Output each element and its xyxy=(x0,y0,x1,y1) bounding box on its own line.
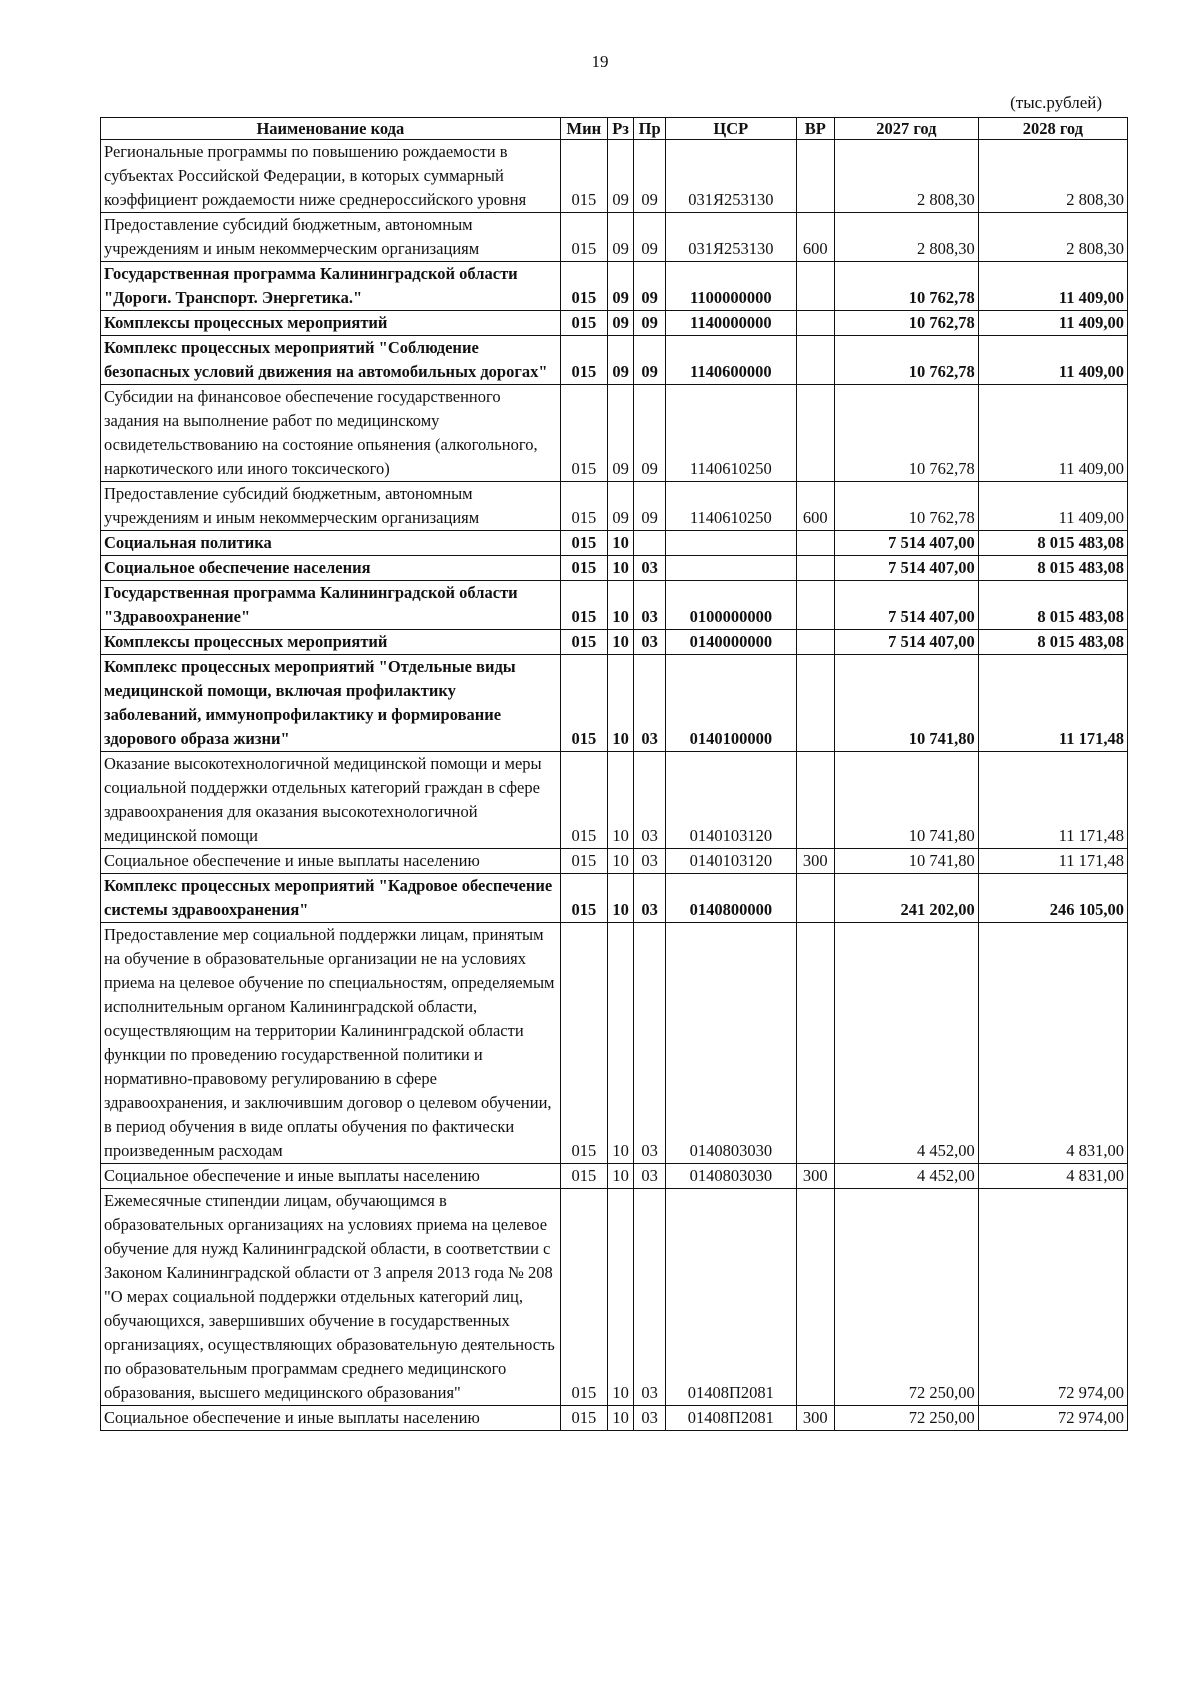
cell-name: Социальное обеспечение и иные выплаты населению xyxy=(101,1406,561,1431)
budget-table xyxy=(100,117,1128,1431)
table-row xyxy=(101,849,1128,874)
cell-min: 015 xyxy=(560,849,607,874)
cell-csr: 0140103120 xyxy=(666,752,797,849)
cell-min: 015 xyxy=(560,336,607,385)
cell-min: 015 xyxy=(560,874,607,923)
cell-vr xyxy=(796,140,834,213)
cell-name: Государственная программа Калининградской области "Здравоохранение" xyxy=(101,581,561,630)
cell-rz: 09 xyxy=(607,385,633,482)
cell-csr: 1140610250 xyxy=(666,482,797,531)
cell-csr: 0140100000 xyxy=(666,655,797,752)
cell-vr xyxy=(796,556,834,581)
page-number: 19 xyxy=(591,52,609,71)
cell-2027: 10 741,80 xyxy=(835,849,979,874)
table-row xyxy=(101,1189,1128,1406)
cell-vr xyxy=(796,581,834,630)
cell-rz: 10 xyxy=(607,581,633,630)
cell-2027: 10 741,80 xyxy=(835,655,979,752)
cell-pr: 09 xyxy=(634,336,666,385)
cell-vr: 300 xyxy=(796,849,834,874)
cell-csr: 0140800000 xyxy=(666,874,797,923)
cell-2028: 8 015 483,08 xyxy=(978,556,1127,581)
cell-rz: 10 xyxy=(607,655,633,752)
header-rz: Рз xyxy=(607,118,633,140)
cell-csr xyxy=(666,531,797,556)
cell-2027: 241 202,00 xyxy=(835,874,979,923)
cell-min: 015 xyxy=(560,923,607,1164)
cell-2028: 246 105,00 xyxy=(978,874,1127,923)
cell-rz: 10 xyxy=(607,531,633,556)
cell-2027: 7 514 407,00 xyxy=(835,531,979,556)
table-row xyxy=(101,752,1128,849)
cell-pr xyxy=(634,531,666,556)
cell-vr: 600 xyxy=(796,213,834,262)
cell-name: Комплекс процессных мероприятий "Отдельные виды медицинской помощи, включая профилактику заболеваний, иммунопрофилактику и формирование здорового образа жизни" xyxy=(101,655,561,752)
header-csr: ЦСР xyxy=(666,118,797,140)
table-row xyxy=(101,482,1128,531)
cell-min: 015 xyxy=(560,213,607,262)
cell-pr: 03 xyxy=(634,655,666,752)
cell-rz: 10 xyxy=(607,874,633,923)
cell-pr: 03 xyxy=(634,1164,666,1189)
cell-name: Субсидии на финансовое обеспечение государственного задания на выполнение работ по медицинскому освидетельствованию на состояние опьянения (алкогольного, наркотического или иного токсического) xyxy=(101,385,561,482)
cell-rz: 10 xyxy=(607,1189,633,1406)
cell-rz: 10 xyxy=(607,849,633,874)
cell-pr: 09 xyxy=(634,385,666,482)
cell-rz: 09 xyxy=(607,336,633,385)
cell-min: 015 xyxy=(560,311,607,336)
table-row xyxy=(101,336,1128,385)
cell-2028: 11 409,00 xyxy=(978,262,1127,311)
cell-2027: 10 762,78 xyxy=(835,482,979,531)
cell-csr xyxy=(666,556,797,581)
cell-2028: 11 409,00 xyxy=(978,385,1127,482)
table-row xyxy=(101,556,1128,581)
cell-name: Комплекс процессных мероприятий "Кадровое обеспечение системы здравоохранения" xyxy=(101,874,561,923)
cell-min: 015 xyxy=(560,1189,607,1406)
cell-2027: 10 762,78 xyxy=(835,311,979,336)
header-pr: Пр xyxy=(634,118,666,140)
cell-vr xyxy=(796,655,834,752)
cell-rz: 09 xyxy=(607,311,633,336)
cell-name: Предоставление мер социальной поддержки лицам, принятым на обучение в образовательные организации не на условиях приема на целевое обучение по специальностям, определяемым исполнительным органом Калининградской области, осуществляющим на территории Калининградской области функции по проведению государственной политики и нормативно-правовому регулированию в сфере здравоохранения, и заключившим договор о целевом обучении, в период обучения в виде оплаты обучения по фактически произведенным расходам xyxy=(101,923,561,1164)
cell-vr xyxy=(796,311,834,336)
cell-vr xyxy=(796,1189,834,1406)
cell-2028: 11 409,00 xyxy=(978,482,1127,531)
cell-csr: 1140600000 xyxy=(666,336,797,385)
cell-2028: 72 974,00 xyxy=(978,1406,1127,1431)
cell-csr: 01408П2081 xyxy=(666,1189,797,1406)
cell-csr: 01408П2081 xyxy=(666,1406,797,1431)
cell-2028: 72 974,00 xyxy=(978,1189,1127,1406)
cell-pr: 03 xyxy=(634,1406,666,1431)
cell-rz: 09 xyxy=(607,482,633,531)
cell-vr: 300 xyxy=(796,1406,834,1431)
cell-rz: 09 xyxy=(607,213,633,262)
cell-csr: 0140803030 xyxy=(666,1164,797,1189)
table-row xyxy=(101,923,1128,1164)
table-row xyxy=(101,655,1128,752)
cell-csr: 031Я253130 xyxy=(666,140,797,213)
cell-2027: 72 250,00 xyxy=(835,1406,979,1431)
table-row xyxy=(101,630,1128,655)
cell-csr: 1140610250 xyxy=(666,385,797,482)
cell-min: 015 xyxy=(560,581,607,630)
cell-2027: 10 762,78 xyxy=(835,385,979,482)
cell-pr: 09 xyxy=(634,482,666,531)
cell-vr xyxy=(796,336,834,385)
cell-pr: 03 xyxy=(634,874,666,923)
table-row xyxy=(101,531,1128,556)
cell-vr: 600 xyxy=(796,482,834,531)
cell-rz: 10 xyxy=(607,752,633,849)
header-2027: 2027 год xyxy=(835,118,979,140)
cell-min: 015 xyxy=(560,1164,607,1189)
table-row xyxy=(101,874,1128,923)
cell-2027: 4 452,00 xyxy=(835,923,979,1164)
table-row xyxy=(101,385,1128,482)
cell-pr: 03 xyxy=(634,752,666,849)
cell-name: Предоставление субсидий бюджетным, автономным учреждениям и иным некоммерческим организациям xyxy=(101,482,561,531)
table-row xyxy=(101,311,1128,336)
cell-rz: 10 xyxy=(607,630,633,655)
cell-name: Социальная политика xyxy=(101,531,561,556)
table-row xyxy=(101,581,1128,630)
cell-vr: 300 xyxy=(796,1164,834,1189)
cell-csr: 0140000000 xyxy=(666,630,797,655)
cell-rz: 10 xyxy=(607,1164,633,1189)
cell-rz: 10 xyxy=(607,923,633,1164)
cell-min: 015 xyxy=(560,385,607,482)
cell-vr xyxy=(796,531,834,556)
table-body xyxy=(101,140,1128,1431)
cell-min: 015 xyxy=(560,1406,607,1431)
cell-pr: 03 xyxy=(634,923,666,1164)
cell-min: 015 xyxy=(560,752,607,849)
cell-name: Оказание высокотехнологичной медицинской помощи и меры социальной поддержки отдельных категорий граждан в сфере здравоохранения для оказания высокотехнологичной медицинской помощи xyxy=(101,752,561,849)
cell-vr xyxy=(796,874,834,923)
cell-2028: 8 015 483,08 xyxy=(978,581,1127,630)
cell-pr: 09 xyxy=(634,140,666,213)
table-row xyxy=(101,262,1128,311)
cell-name: Социальное обеспечение и иные выплаты населению xyxy=(101,1164,561,1189)
table-row xyxy=(101,140,1128,213)
cell-name: Социальное обеспечение населения xyxy=(101,556,561,581)
cell-name: Ежемесячные стипендии лицам, обучающимся в образовательных организациях на условиях приема на целевое обучение для нужд Калининградской области, в соответствии с Законом Калининградской области от 3 апреля 2013 года № 208 "О мерах социальной поддержки отдельных категорий лиц, обучающихся, завершивших обучение в государственных организациях, осуществляющих образовательную деятельность по образовательным программам среднего медицинского образования, высшего медицинского образования" xyxy=(101,1189,561,1406)
cell-min: 015 xyxy=(560,630,607,655)
cell-pr: 09 xyxy=(634,311,666,336)
cell-2028: 4 831,00 xyxy=(978,923,1127,1164)
cell-2027: 7 514 407,00 xyxy=(835,630,979,655)
cell-vr xyxy=(796,385,834,482)
cell-pr: 03 xyxy=(634,1189,666,1406)
header-min: Мин xyxy=(560,118,607,140)
cell-2027: 7 514 407,00 xyxy=(835,556,979,581)
cell-2028: 11 171,48 xyxy=(978,849,1127,874)
cell-vr xyxy=(796,630,834,655)
cell-csr: 031Я253130 xyxy=(666,213,797,262)
cell-pr: 03 xyxy=(634,849,666,874)
cell-2028: 11 409,00 xyxy=(978,336,1127,385)
cell-name: Государственная программа Калининградской области "Дороги. Транспорт. Энергетика." xyxy=(101,262,561,311)
cell-vr xyxy=(796,752,834,849)
cell-csr: 1140000000 xyxy=(666,311,797,336)
header-vr: ВР xyxy=(796,118,834,140)
cell-2027: 72 250,00 xyxy=(835,1189,979,1406)
units-label: (тыс.рублей) xyxy=(1010,93,1102,112)
cell-min: 015 xyxy=(560,556,607,581)
cell-pr: 09 xyxy=(634,213,666,262)
cell-pr: 03 xyxy=(634,556,666,581)
cell-2028: 11 171,48 xyxy=(978,752,1127,849)
cell-rz: 10 xyxy=(607,556,633,581)
cell-2027: 2 808,30 xyxy=(835,213,979,262)
cell-vr xyxy=(796,262,834,311)
cell-csr: 1100000000 xyxy=(666,262,797,311)
cell-min: 015 xyxy=(560,140,607,213)
cell-name: Комплекс процессных мероприятий "Соблюдение безопасных условий движения на автомобильных дорогах" xyxy=(101,336,561,385)
table-row xyxy=(101,213,1128,262)
cell-2028: 11 409,00 xyxy=(978,311,1127,336)
cell-pr: 09 xyxy=(634,262,666,311)
cell-2027: 2 808,30 xyxy=(835,140,979,213)
cell-pr: 03 xyxy=(634,581,666,630)
cell-rz: 09 xyxy=(607,140,633,213)
cell-csr: 0140103120 xyxy=(666,849,797,874)
cell-2027: 10 741,80 xyxy=(835,752,979,849)
cell-csr: 0100000000 xyxy=(666,581,797,630)
header-2028: 2028 год xyxy=(978,118,1127,140)
cell-2028: 8 015 483,08 xyxy=(978,531,1127,556)
cell-2028: 11 171,48 xyxy=(978,655,1127,752)
cell-2028: 8 015 483,08 xyxy=(978,630,1127,655)
cell-vr xyxy=(796,923,834,1164)
cell-2028: 2 808,30 xyxy=(978,140,1127,213)
cell-min: 015 xyxy=(560,655,607,752)
cell-name: Комплексы процессных мероприятий xyxy=(101,630,561,655)
table-row xyxy=(101,1164,1128,1189)
cell-min: 015 xyxy=(560,531,607,556)
cell-csr: 0140803030 xyxy=(666,923,797,1164)
cell-min: 015 xyxy=(560,262,607,311)
cell-name: Региональные программы по повышению рождаемости в субъектах Российской Федерации, в которых суммарный коэффициент рождаемости ниже среднероссийского уровня xyxy=(101,140,561,213)
cell-2027: 7 514 407,00 xyxy=(835,581,979,630)
table-row xyxy=(101,1406,1128,1431)
cell-pr: 03 xyxy=(634,630,666,655)
cell-2027: 10 762,78 xyxy=(835,336,979,385)
cell-name: Предоставление субсидий бюджетным, автономным учреждениям и иным некоммерческим организациям xyxy=(101,213,561,262)
header-name: Наименование кода xyxy=(101,118,561,140)
cell-name: Социальное обеспечение и иные выплаты населению xyxy=(101,849,561,874)
cell-2028: 4 831,00 xyxy=(978,1164,1127,1189)
table-header-row xyxy=(101,118,1128,140)
cell-rz: 09 xyxy=(607,262,633,311)
cell-2028: 2 808,30 xyxy=(978,213,1127,262)
cell-name: Комплексы процессных мероприятий xyxy=(101,311,561,336)
cell-min: 015 xyxy=(560,482,607,531)
cell-rz: 10 xyxy=(607,1406,633,1431)
cell-2027: 4 452,00 xyxy=(835,1164,979,1189)
cell-2027: 10 762,78 xyxy=(835,262,979,311)
